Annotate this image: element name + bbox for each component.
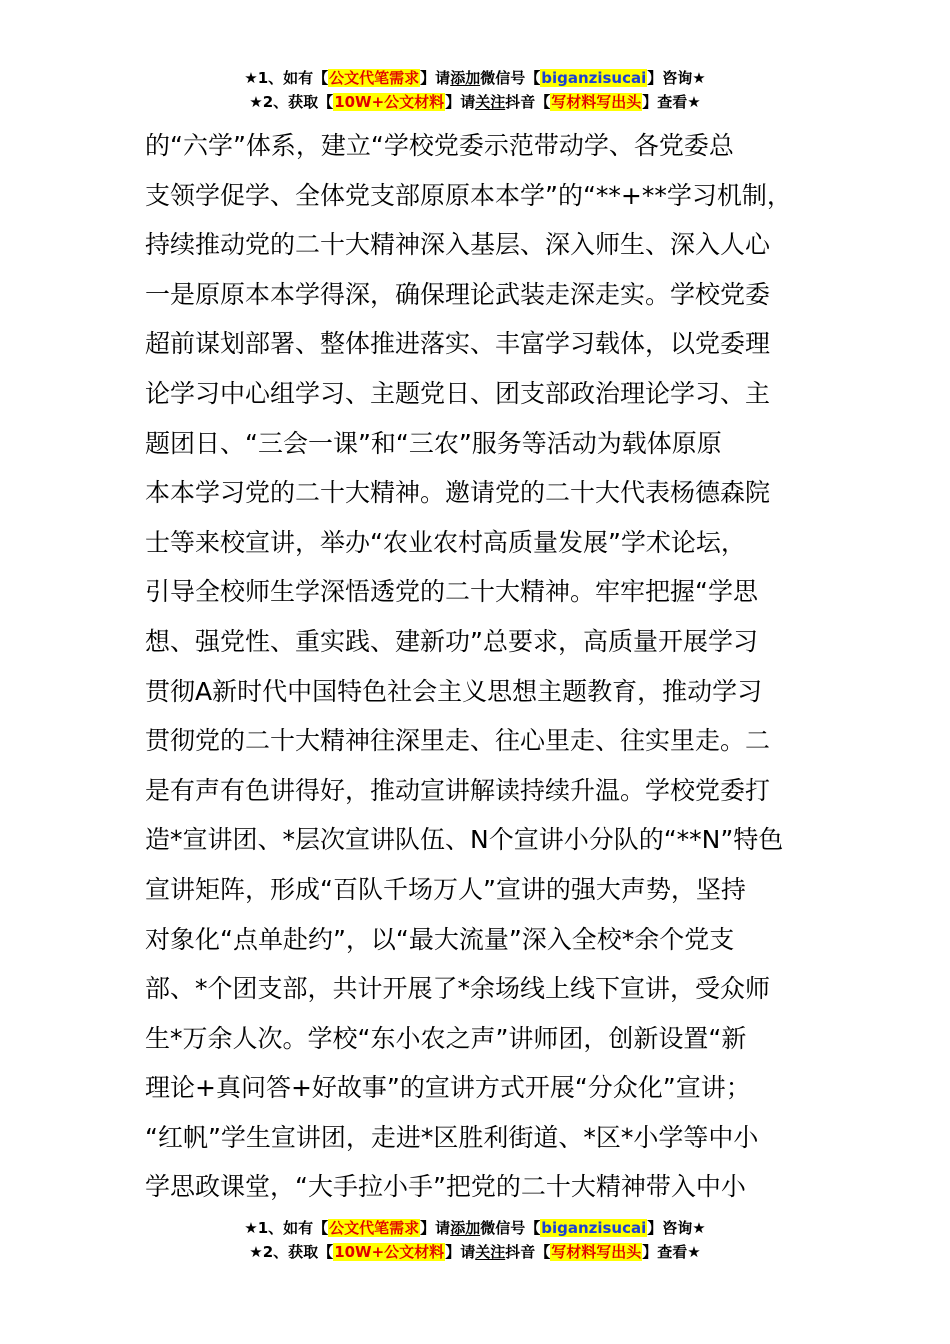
banner-highlight: 公文代笔需求 [329,1219,420,1237]
banner-line-2 [0,90,950,114]
banner-text: 抖音【 [505,93,551,111]
body-line: 理论+真问答+好故事”的宣讲方式开展“分众化”宣讲； [145,1073,751,1103]
body-line: 是有声有色讲得好，推动宣讲解读持续升温。学校党委打 [145,775,771,805]
body-line: 生*万余人次。学校“东小农之声”讲师团，创新设置“新 [145,1023,747,1053]
banner-text: 】咨询★ [647,69,706,87]
banner-line-2 [0,1240,950,1264]
body-line: 论学习中心组学习、主题党日、团支部政治理论学习、主 [145,378,771,408]
banner-text: 】请 [445,93,476,111]
banner-highlight: 10W+公文材料 [334,1243,445,1261]
banner-text: 微信号【 [480,69,541,87]
banner-highlight: biganzisucai [541,69,647,87]
body-line: 学思政课堂，“大手拉小手”把党的二十大精神带入中小 [145,1172,746,1202]
banner-text: 】请 [420,1219,451,1237]
body-line: 超前谋划部署、整体推进落实、丰富学习载体，以党委理 [145,329,771,359]
banner-line-1 [0,1216,950,1240]
banner-emphasis: 添加 [450,1219,481,1237]
body-line: 宣讲矩阵，形成“百队千场万人”宣讲的强大声势，坚持 [145,874,746,904]
banner-text: 微信号【 [480,1219,541,1237]
body-line: “红帆”学生宣讲团，走进*区胜利街道、*区*小学等中小 [145,1122,759,1152]
body-line: 一是原原本本学得深，确保理论武装走深走实。学校党委 [145,279,771,309]
body-line: 贯彻党的二十大精神往深里走、往心里走、往实里走。二 [145,726,771,756]
body-line: 造*宣讲团、*层次宣讲队伍、N个宣讲小分队的“**N”特色 [145,825,784,855]
body-line: 贯彻A新时代中国特色社会主义思想主题教育，推动学习 [145,676,763,706]
body-line: 的“六学”体系，建立“学校党委示范带动学、各党委总 [145,131,734,160]
banner-text: 】查看★ [642,93,701,111]
banner-text: 】请 [445,1243,476,1261]
banner-highlight: 写材料写出头 [551,93,642,111]
banner-highlight: biganzisucai [541,1219,647,1237]
banner-text: 】咨询★ [647,1219,706,1237]
body-line: 想、强党性、重实践、建新功”总要求，高质量开展学习 [145,626,758,656]
banner-emphasis: 关注 [475,1243,506,1261]
banner-text: 】请 [420,69,451,87]
banner-text: ★1、如有【 [244,69,329,87]
body-line: 士等来校宣讲，举办“农业农村高质量发展”学术论坛， [145,527,746,557]
banner-text: 】查看★ [642,1243,701,1261]
body-line: 本本学习党的二十大精神。邀请党的二十大代表杨德森院 [145,478,771,508]
banner-highlight: 写材料写出头 [551,1243,642,1261]
footer-banner [0,1216,950,1264]
body-line: 持续推动党的二十大精神深入基层、深入师生、深入人心 [145,230,771,260]
banner-emphasis: 添加 [450,69,481,87]
banner-text: ★2、获取【 [249,93,334,111]
body-line: 题团日、“三会一课”和“三农”服务等活动为载体原原 [145,428,722,458]
body-line: 引导全校师生学深悟透党的二十大精神。牢牢把握“学思 [145,577,758,607]
banner-text: ★1、如有【 [244,1219,329,1237]
body-line: 部、*个团支部，共计开展了*余场线上线下宣讲，受众师 [145,974,771,1004]
body-line: 支领学促学、全体党支部原原本本学”的“**+**学习机制， [145,180,792,210]
banner-text: ★2、获取【 [249,1243,334,1261]
banner-line-1 [0,66,950,90]
banner-highlight: 公文代笔需求 [329,69,420,87]
banner-text: 抖音【 [505,1243,551,1261]
header-banner [0,66,950,114]
banner-highlight: 10W+公文材料 [334,93,445,111]
document-body [145,121,845,1212]
banner-emphasis: 关注 [475,93,506,111]
body-line: 对象化“点单赴约”，以“最大流量”深入全校*余个党支 [145,924,735,954]
